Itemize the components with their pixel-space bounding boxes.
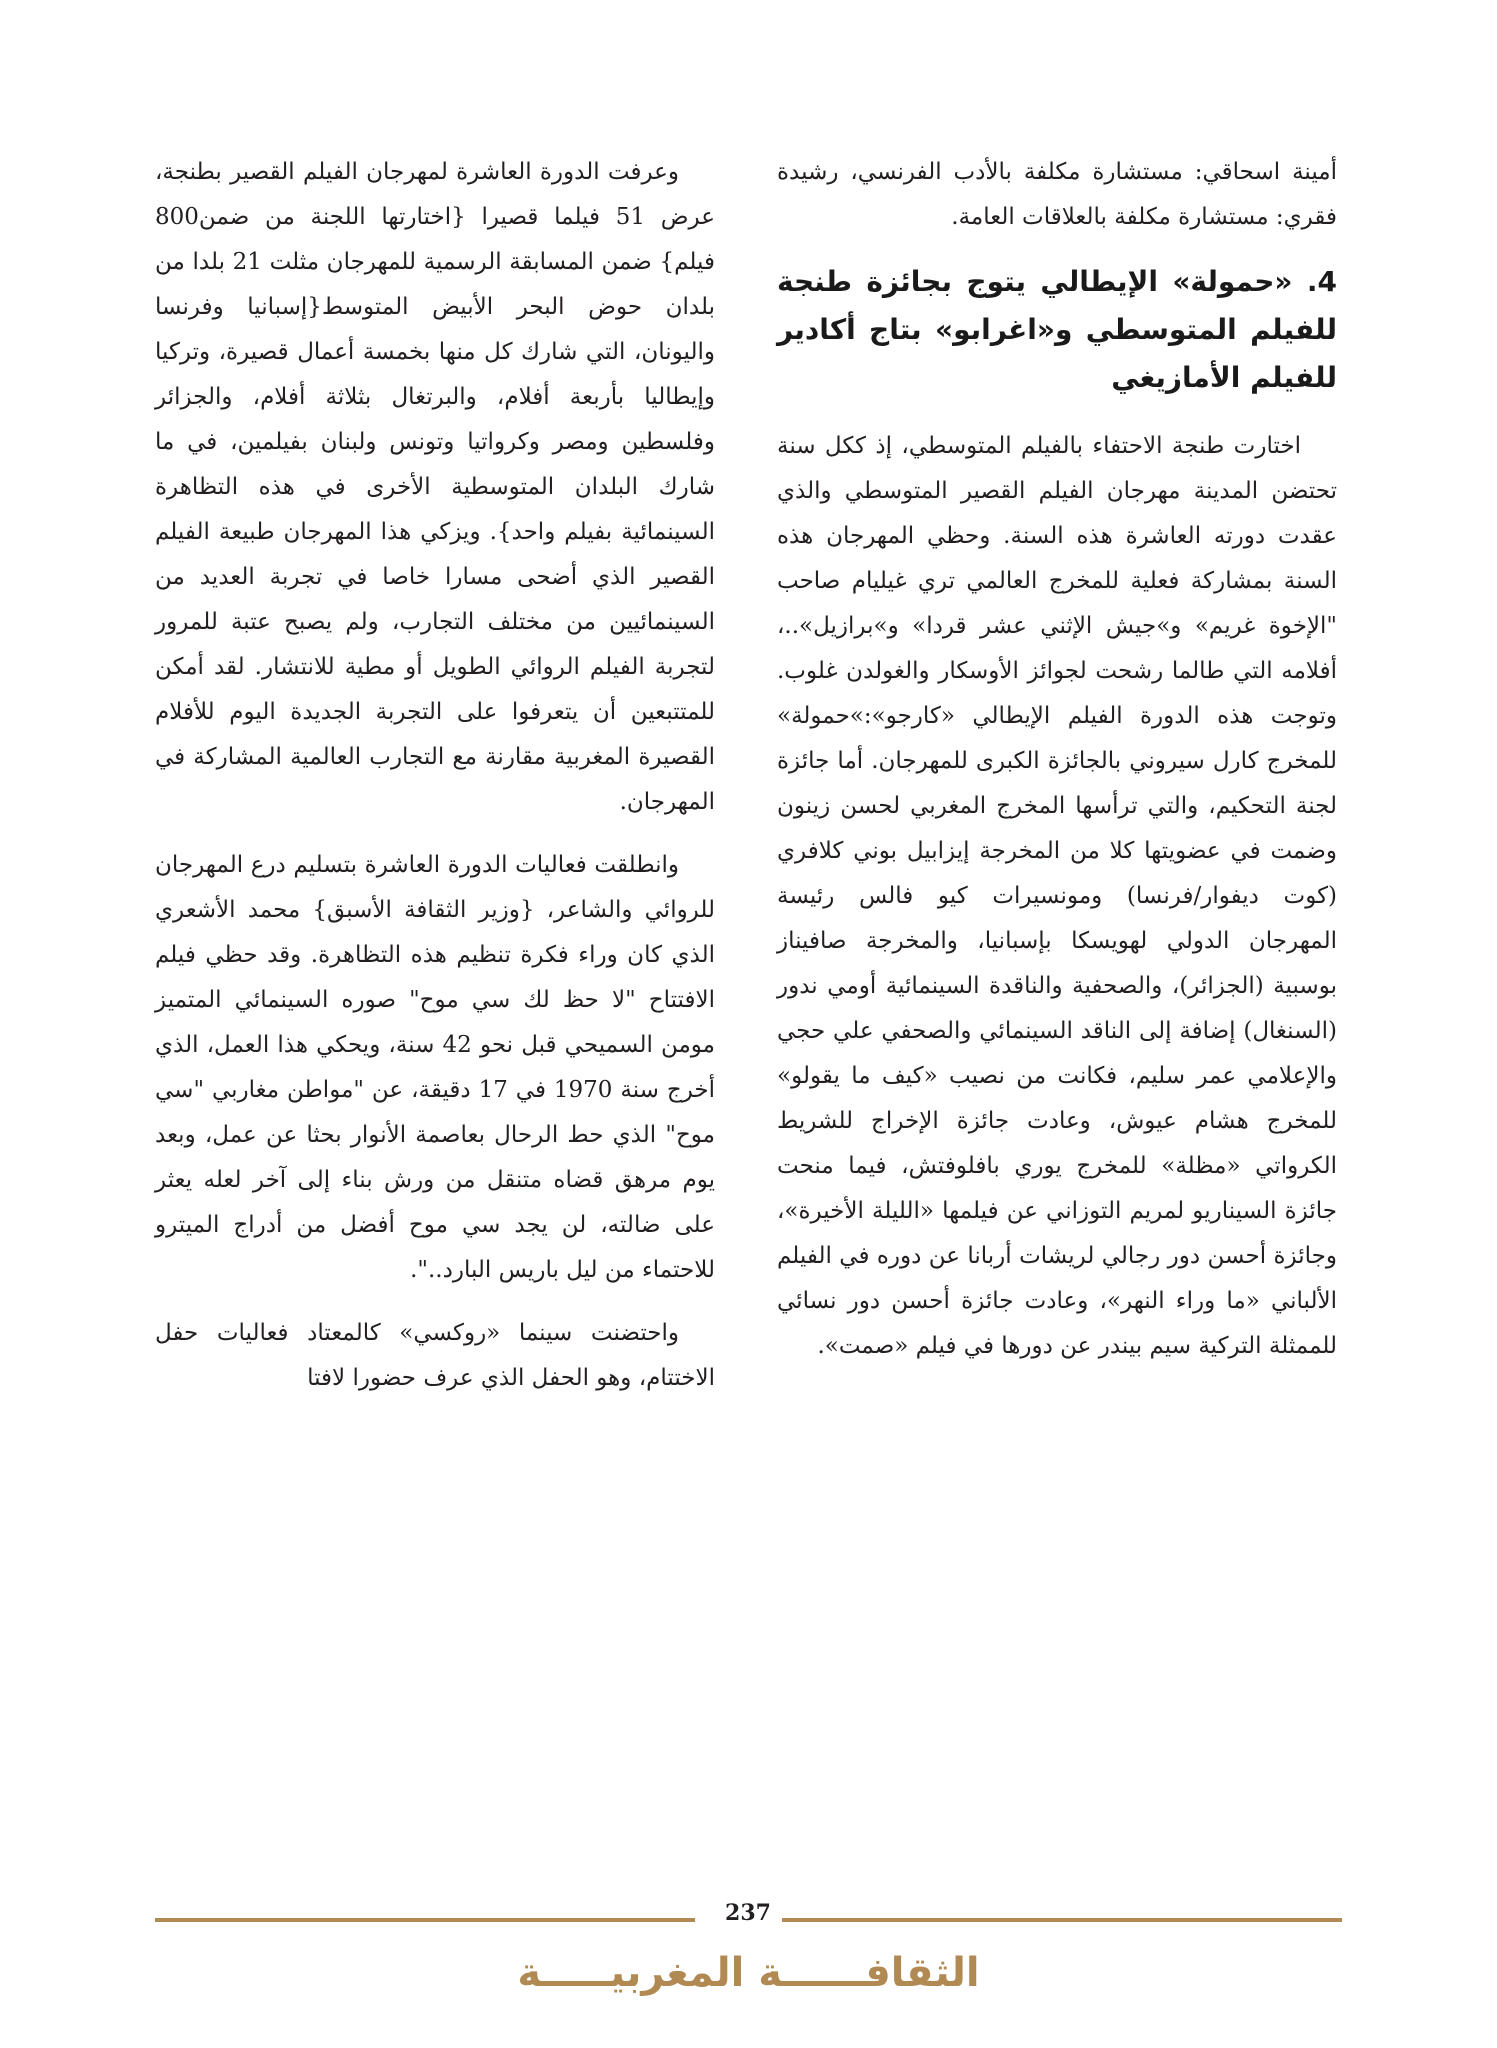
- right-paragraph-2: اختارت طنجة الاحتفاء بالفيلم المتوسطي، إذ ككل سنة تحتضن المدينة مهرجان الفيلم القصير المتوسطي والذي عقدت دورته العاشرة هذه السنة. وحظي المهرجان هذه السنة بمشاركة فعلية للمخرج العالمي تري غيليام صاحب "الإخوة غريم» و»جيش الإثني عشر قردا» و»برازيل»..، أفلامه التي طالما رشحت لجوائز الأوسكار والغولدن غلوب. وتوجت هذه الدورة الفيلم الإيطالي «كارجو»:»حمولة» للمخرج كارل سيروني بالجائزة الكبرى للمهرجان. أما جائزة لجنة التحكيم، والتي ترأسها المخرج المغربي لحسن زينون وضمت في عضويتها كلا من المخرجة إيزابيل بوني كلافري (كوت ديفوار/فرنسا) ومونسيرات كيو فالس رئيسة المهرجان الدولي لهويسكا بإسبانيا، والمخرجة صافيناز بوسبية (الجزائر)، والصحفية والناقدة السينمائية أومي ندور (السنغال) إضافة إلى الناقد السينمائي والصحفي علي حجي والإعلامي عمر سليم، فكانت من نصيب «كيف ما يقولو» للمخرج هشام عيوش، وعادت جائزة الإخراج للشريط الكرواتي «مظلة» للمخرج يوري بافلوفتش، فيما منحت جائزة السيناريو لمريم التوزاني عن فيلمها «الليلة الأخيرة»، وجائزة أحسن دور رجالي لريشات أربانا عن دوره في الفيلم الألباني «ما وراء النهر»، وعادت جائزة أحسن دور نسائي للممثلة التركية سيم بيندر عن دورها في فيلم «صمت».: [777, 433, 1337, 1359]
- footer-rule-right: [782, 1918, 1342, 1922]
- section-heading: 4. «حمولة» الإيطالي يتوج بجائزة طنجة للفيلم المتوسطي و«اغرابو» بتاج أكادير للفيلم الأمازيغي: [777, 265, 1337, 394]
- left-paragraph-3: واحتضنت سينما «روكسي» كالمعتاد فعاليات حفل الاختتام، وهو الحفل الذي عرف حضورا لافتا: [155, 1320, 715, 1391]
- left-paragraph-2: وانطلقت فعاليات الدورة العاشرة بتسليم درع المهرجان للروائي والشاعر، {وزير الثقافة الأسبق} محمد الأشعري الذي كان وراء فكرة تنظيم هذه التظاهرة. وقد حظي فيلم الافتتاح "لا حظ لك سي موح" صوره السينمائي المتميز مومن السميحي قبل نحو 42 سنة، ويحكي هذا العمل، الذي أخرج سنة 1970 في 17 دقيقة، عن "مواطن مغاربي "سي موح" الذي حط الرحال بعاصمة الأنوار بحثا عن عمل، وبعد يوم مرهق قضاه متنقل من ورش بناء إلى آخر لعله يعثر على ضالته، لن يجد سي موح أفضل من أدراج الميترو للاحتماء من ليل باريس البارد..".: [155, 852, 715, 1283]
- right-paragraph-1: أمينة اسحاقي: مستشارة مكلفة بالأدب الفرنسي، رشيدة فقري: مستشارة مكلفة بالعلاقات العامة.: [777, 159, 1337, 230]
- right-column: [777, 150, 1337, 1387]
- footer-rule-left: [155, 1918, 695, 1922]
- left-paragraph-1: وعرفت الدورة العاشرة لمهرجان الفيلم القصير بطنجة، عرض 51 فيلما قصيرا {اختارتها اللجنة من ضمن800 فيلم} ضمن المسابقة الرسمية للمهرجان مثلت 21 بلدا من بلدان حوض البحر الأبيض المتوسط{إسبانيا وفرنسا واليونان، التي شارك كل منها بخمسة أعمال قصيرة، وتركيا وإيطاليا بأربعة أفلام، والبرتغال بثلاثة أفلام، والجزائر وفلسطين ومصر وكرواتيا وتونس ولبنان بفيلمين، في ما شارك البلدان المتوسطية الأخرى في هذه التظاهرة السينمائية بفيلم واحد}. ويزكي هذا المهرجان طبيعة الفيلم القصير الذي أضحى مسارا خاصا في تجربة العديد من السينمائيين من مختلف التجارب، ولم يصبح عتبة للمرور لتجربة الفيلم الروائي الطويل أو مطية للانتشار. لقد أمكن للمتتبعين أن يتعرفوا على التجربة الجديدة اليوم للأفلام القصيرة المغربية مقارنة مع التجارب العالمية المشاركة في المهرجان.: [155, 159, 715, 815]
- page-number: 237: [725, 1900, 771, 1926]
- magazine-title: الثقافــــــة المغربيـــــة: [517, 1950, 980, 1996]
- left-column: [155, 150, 715, 1419]
